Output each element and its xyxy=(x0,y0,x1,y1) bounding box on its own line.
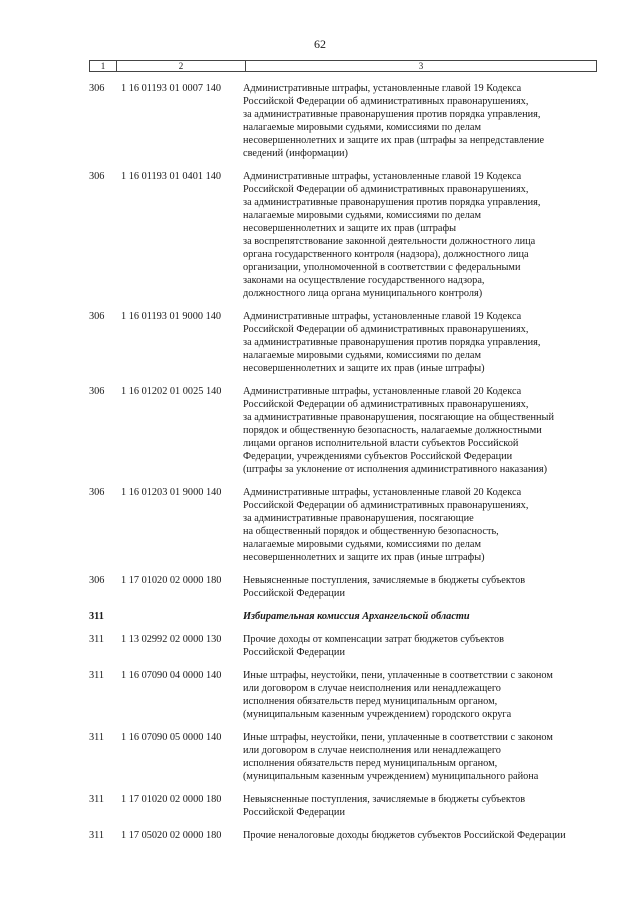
admin-code: 306 xyxy=(89,171,105,182)
description-line: Административные штрафы, установленные главой 19 Кодекса xyxy=(243,171,522,182)
admin-code: 311 xyxy=(89,794,105,805)
description-line: Российской Федерации xyxy=(243,588,345,599)
description-line: лицами органов исполнительной власти субъектов Российской xyxy=(243,438,519,449)
description-line: Российской Федерации xyxy=(243,647,345,658)
income-code: 1 13 02992 02 0000 130 xyxy=(121,634,222,645)
description-line: Федерации, учреждениями субъектов Российской Федерации xyxy=(243,451,513,462)
description-line: налагаемые мировыми судьями, комиссиями по делам xyxy=(243,210,482,221)
income-code: 1 16 01203 01 9000 140 xyxy=(121,487,222,498)
table-row xyxy=(89,385,597,476)
table-row xyxy=(89,574,597,600)
description-line: Административные штрафы, установленные главой 19 Кодекса xyxy=(243,83,522,94)
description-line: за административные правонарушения, посягающие xyxy=(243,513,474,524)
income-code: 1 16 07090 05 0000 140 xyxy=(121,732,222,743)
table-row xyxy=(89,310,597,375)
column-header-3: 3 xyxy=(246,61,597,72)
description-line: Иные штрафы, неустойки, пени, уплаченные в соответствии с законом xyxy=(243,732,553,743)
description-line: организации, уполномоченной в соответствии с федеральными xyxy=(243,262,521,273)
description-line: (муниципальным казенным учреждением) муниципального района xyxy=(243,771,539,782)
description-line: за воспрепятствование законной деятельности должностного лица xyxy=(243,236,536,247)
income-description xyxy=(243,731,597,783)
description-line: Российской Федерации об административных правонарушениях, xyxy=(243,96,529,107)
income-code: 1 17 05020 02 0000 180 xyxy=(121,830,222,841)
description-line: исполнения обязательств перед муниципальным органом, xyxy=(243,696,498,707)
income-description xyxy=(243,486,597,564)
description-line: Иные штрафы, неустойки, пени, уплаченные в соответствии с законом xyxy=(243,670,553,681)
table-body xyxy=(89,82,597,852)
column-header-2: 2 xyxy=(117,61,246,72)
description-line: порядок и общественную безопасность, налагаемые должностными xyxy=(243,425,542,436)
table-row xyxy=(89,731,597,783)
description-line: Административные штрафы, установленные главой 20 Кодекса xyxy=(243,487,522,498)
income-code: 1 16 01193 01 0007 140 xyxy=(121,83,222,94)
description-line: Административные штрафы, установленные главой 19 Кодекса xyxy=(243,311,522,322)
column-header-1: 1 xyxy=(90,61,117,72)
income-description xyxy=(243,574,597,600)
description-line: Избирательная комиссия Архангельской области xyxy=(243,611,470,622)
admin-code: 311 xyxy=(89,670,105,681)
description-line: налагаемые мировыми судьями, комиссиями по делам xyxy=(243,350,482,361)
table-row xyxy=(89,829,597,842)
description-line: несовершеннолетних и защите их прав (иные штрафы) xyxy=(243,363,485,374)
income-description xyxy=(243,829,597,842)
admin-code: 306 xyxy=(89,487,105,498)
description-line: (муниципальным казенным учреждением) городского округа xyxy=(243,709,512,720)
admin-code: 306 xyxy=(89,311,105,322)
description-line: Административные штрафы, установленные главой 20 Кодекса xyxy=(243,386,522,397)
income-code: 1 17 01020 02 0000 180 xyxy=(121,575,222,586)
description-line: должностного лица органа муниципального контроля) xyxy=(243,288,483,299)
income-description xyxy=(243,310,597,375)
income-description xyxy=(243,669,597,721)
column-header-table xyxy=(89,60,597,72)
description-line: Российской Федерации об административных правонарушениях, xyxy=(243,184,529,195)
description-line: или договором в случае неисполнения или ненадлежащего xyxy=(243,683,501,694)
description-line: на общественный порядок и общественную безопасность, xyxy=(243,526,499,537)
table-row xyxy=(89,793,597,819)
description-line: органа государственного контроля (надзора), должностного лица xyxy=(243,249,529,260)
description-line: за административные правонарушения против порядка управления, xyxy=(243,197,541,208)
admin-code: 306 xyxy=(89,386,105,397)
description-line: за административные правонарушения против порядка управления, xyxy=(243,337,541,348)
admin-code: 311 xyxy=(89,634,105,645)
admin-code: 311 xyxy=(89,830,105,841)
income-description xyxy=(243,610,597,623)
description-line: несовершеннолетних и защите их прав (штрафы xyxy=(243,223,457,234)
section-heading-row xyxy=(89,610,597,623)
income-description xyxy=(243,82,597,160)
description-line: налагаемые мировыми судьями, комиссиями по делам xyxy=(243,539,482,550)
description-line: Невыясненные поступления, зачисляемые в бюджеты субъектов xyxy=(243,575,526,586)
table-row xyxy=(89,633,597,659)
description-line: несовершеннолетних и защите их прав (иные штрафы) xyxy=(243,552,485,563)
admin-code: 311 xyxy=(89,732,105,743)
description-line: Российской Федерации об административных правонарушениях, xyxy=(243,324,529,335)
description-line: налагаемые мировыми судьями, комиссиями по делам xyxy=(243,122,482,133)
admin-code: 306 xyxy=(89,575,105,586)
admin-code: 306 xyxy=(89,83,105,94)
table-row xyxy=(89,170,597,300)
description-line: Прочие неналоговые доходы бюджетов субъектов Российской Федерации xyxy=(243,830,566,841)
description-line: Прочие доходы от компенсации затрат бюджетов субъектов xyxy=(243,634,505,645)
description-line: Российской Федерации об административных правонарушениях, xyxy=(243,399,529,410)
description-line: сведений (информации) xyxy=(243,148,348,159)
description-line: за административные правонарушения против порядка управления, xyxy=(243,109,541,120)
income-description xyxy=(243,385,597,476)
description-line: (штрафы за уклонение от исполнения административного наказания) xyxy=(243,464,548,475)
income-code: 1 16 07090 04 0000 140 xyxy=(121,670,222,681)
income-code: 1 16 01202 01 0025 140 xyxy=(121,386,222,397)
description-line: Невыясненные поступления, зачисляемые в бюджеты субъектов xyxy=(243,794,526,805)
description-line: законами на осуществление государственного надзора, xyxy=(243,275,485,286)
description-line: несовершеннолетних и защите их прав (штрафы за непредставление xyxy=(243,135,545,146)
table-row xyxy=(89,486,597,564)
description-line: или договором в случае неисполнения или ненадлежащего xyxy=(243,745,501,756)
description-line: за административные правонарушения, посягающие на общественный xyxy=(243,412,554,423)
table-row xyxy=(89,82,597,160)
income-code: 1 16 01193 01 9000 140 xyxy=(121,311,222,322)
table-row xyxy=(89,669,597,721)
description-line: Российской Федерации об административных правонарушениях, xyxy=(243,500,529,511)
income-code xyxy=(115,610,243,623)
admin-code: 311 xyxy=(89,611,104,622)
income-code: 1 16 01193 01 0401 140 xyxy=(121,171,222,182)
description-line: исполнения обязательств перед муниципальным органом, xyxy=(243,758,498,769)
description-line: Российской Федерации xyxy=(243,807,345,818)
income-description xyxy=(243,170,597,300)
page-number: 62 xyxy=(314,37,326,51)
income-description xyxy=(243,633,597,659)
income-description xyxy=(243,793,597,819)
income-code: 1 17 01020 02 0000 180 xyxy=(121,794,222,805)
